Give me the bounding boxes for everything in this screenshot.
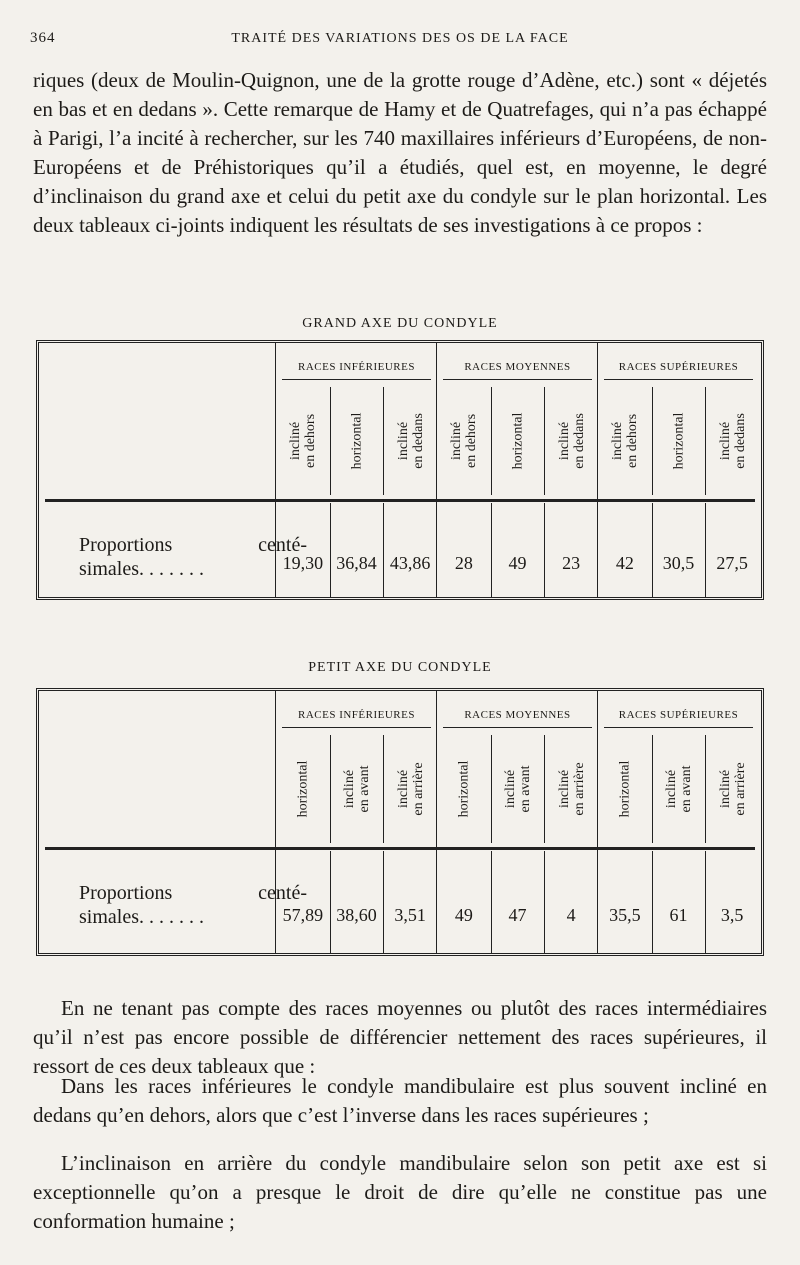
table1-value-cell: 28 — [454, 553, 473, 573]
column-label-line: en arrière — [411, 762, 427, 816]
column-label-line: en avant — [357, 765, 373, 813]
table1-value-cell: 27,5 — [716, 553, 748, 573]
group-underline — [604, 727, 753, 728]
table2-value-cell: 4 — [566, 905, 576, 925]
table1-value-cell: 30,5 — [662, 553, 695, 573]
column-label-line: horizontal — [510, 412, 526, 470]
table2-value-cell: 49 — [454, 905, 473, 925]
table2-column-header — [598, 735, 652, 843]
table1-group-3 — [597, 343, 759, 597]
column-label-line: incliné — [396, 769, 412, 809]
table2-value-cell: 35,5 — [609, 905, 641, 925]
column-label-line: en dehors — [463, 413, 479, 469]
column-label-line: incliné — [342, 769, 358, 809]
table2-column-header — [276, 735, 330, 843]
table1-row-label — [79, 533, 307, 581]
running-header — [30, 30, 770, 52]
column-label-line: en avant — [679, 765, 695, 813]
column-label-line: en dehors — [624, 413, 640, 469]
group-underline — [443, 727, 592, 728]
table1-column-header — [598, 387, 652, 495]
row-label-line-1: Proportions centé- — [79, 534, 307, 556]
table1-column-header — [491, 387, 546, 495]
table1-column-header — [437, 387, 491, 495]
table-petit-axe — [36, 688, 764, 956]
column-divider — [383, 503, 384, 597]
column-label-line: horizontal — [671, 412, 687, 470]
column-divider — [491, 503, 492, 597]
group-underline — [604, 379, 753, 380]
column-label-line: incliné — [664, 769, 680, 809]
column-label-line: incliné — [718, 421, 734, 461]
table2-row-label — [79, 881, 307, 929]
column-divider — [705, 851, 706, 953]
table1-value-cell: 19,30 — [282, 553, 324, 573]
table2-value-cell: 3,5 — [720, 905, 744, 925]
table1-group-title: RACES MOYENNES — [464, 361, 571, 373]
table2-group-title: RACES INFÉRIEURES — [298, 709, 415, 721]
column-label-line: incliné — [396, 421, 412, 461]
column-label-line: en arrière — [733, 762, 749, 816]
table1-column-header — [330, 387, 385, 495]
table1-column-header — [383, 387, 438, 495]
table2-value-cell: 38,60 — [336, 905, 377, 925]
table2-value-cell: 47 — [508, 905, 527, 925]
column-label-line: en avant — [518, 765, 534, 813]
table2-group-title: RACES MOYENNES — [464, 709, 571, 721]
column-label-line: incliné — [287, 421, 303, 461]
table1-caption: GRAND AXE DU CONDYLE — [302, 316, 498, 331]
row-label-line-1: Proportions centé- — [79, 882, 307, 904]
conclusion-paragraph-1: En ne tenant pas compte des races moyennes ou plutôt des races intermédiaires qu’il n’est pas encore possible de différencier nettement des races supérieures, il ressort de ces deux tableaux que : — [33, 996, 767, 1078]
column-divider — [652, 503, 653, 597]
table2-caption: PETIT AXE DU CONDYLE — [308, 660, 492, 675]
row-label-line-2: simales. . . . . . . — [79, 906, 204, 928]
column-label-line: horizontal — [617, 760, 633, 818]
column-label-line: en dedans — [411, 413, 427, 469]
table2-column-header — [544, 735, 599, 843]
table1-group-title: RACES SUPÉRIEURES — [618, 361, 739, 373]
intro-paragraph: riques (deux de Moulin-Quignon, une de la grotte rouge d’Adène, etc.) sont « déjetés en bas et en dedans ». Cette remarque de Hamy et de Quatrefages, qui n’a pas échappé à Parigi, l’a incité à rechercher, sur les 740 maxillaires inférieurs d’Européens, de non-Européens et de Préhistoriques qu’il a étudiés, quel est, en moyenne, le degré d’inclinaison du grand axe et celui du petit axe du condyle sur le plan horizontal. Les deux tableaux ci-joints indiquent les résultats de ses investigations à ce propos : — [33, 68, 767, 237]
column-label-line: horizontal — [295, 760, 311, 818]
table2-group-title: RACES SUPÉRIEURES — [618, 709, 739, 721]
header-body-rule — [45, 847, 755, 850]
column-label-line: incliné — [557, 421, 573, 461]
column-label-line: horizontal — [349, 412, 365, 470]
table1-value-cell: 36,84 — [336, 553, 377, 573]
table2-column-header — [330, 735, 385, 843]
conclusion-paragraph-3: L’inclinaison en arrière du condyle mandibulaire selon son petit axe est si exceptionnelle qu’on a presque le droit de dire qu’elle ne constitue pas une conformation humaine ; — [33, 1151, 767, 1233]
column-divider — [330, 851, 331, 953]
column-label-line: en dehors — [302, 413, 318, 469]
column-label-line: incliné — [609, 421, 625, 461]
table1-value-cell: 49 — [508, 553, 527, 573]
table1-value-cell: 42 — [615, 553, 634, 573]
table2-column-header — [491, 735, 546, 843]
column-label-line: horizontal — [456, 760, 472, 818]
column-divider — [544, 851, 545, 953]
column-divider — [330, 503, 331, 597]
table1-column-header — [544, 387, 599, 495]
table1-column-header — [705, 387, 760, 495]
column-divider — [491, 851, 492, 953]
column-label-line: incliné — [503, 769, 519, 809]
table2-value-cell: 3,51 — [394, 905, 426, 925]
table2-group-3 — [597, 691, 759, 953]
page-number: 364 — [30, 30, 56, 46]
column-label-line: en dedans — [572, 413, 588, 469]
column-label-line: incliné — [718, 769, 734, 809]
column-label-line: en dedans — [733, 413, 749, 469]
running-title: TRAITÉ DES VARIATIONS DES OS DE LA FACE — [231, 31, 569, 46]
column-divider — [383, 851, 384, 953]
table2-value-cell: 57,89 — [282, 905, 324, 925]
table1-group-title: RACES INFÉRIEURES — [298, 361, 415, 373]
table2-column-header — [652, 735, 707, 843]
table2-column-header — [705, 735, 760, 843]
table1-value-cell: 43,86 — [389, 553, 431, 573]
conclusion-paragraph-2: Dans les races inférieures le condyle mandibulaire est plus souvent incliné en dedans qu’en dehors, alors que c’est l’inverse dans les races supérieures ; — [33, 1074, 767, 1127]
group-underline — [282, 727, 431, 728]
column-label-line: incliné — [557, 769, 573, 809]
column-divider — [705, 503, 706, 597]
table1-column-header — [276, 387, 330, 495]
column-divider — [544, 503, 545, 597]
table2-column-header — [383, 735, 438, 843]
group-underline — [282, 379, 431, 380]
table2-value-cell: 61 — [669, 905, 688, 925]
table-grand-axe — [36, 340, 764, 600]
table2-column-header — [437, 735, 491, 843]
table1-column-header — [652, 387, 707, 495]
column-divider — [652, 851, 653, 953]
table1-group-2 — [436, 343, 598, 597]
table1-value-cell: 23 — [562, 553, 581, 573]
table2-group-2 — [436, 691, 598, 953]
column-label-line: en arrière — [572, 762, 588, 816]
column-label-line: incliné — [448, 421, 464, 461]
group-underline — [443, 379, 592, 380]
header-body-rule — [45, 499, 755, 502]
row-label-line-2: simales. . . . . . . — [79, 558, 204, 580]
